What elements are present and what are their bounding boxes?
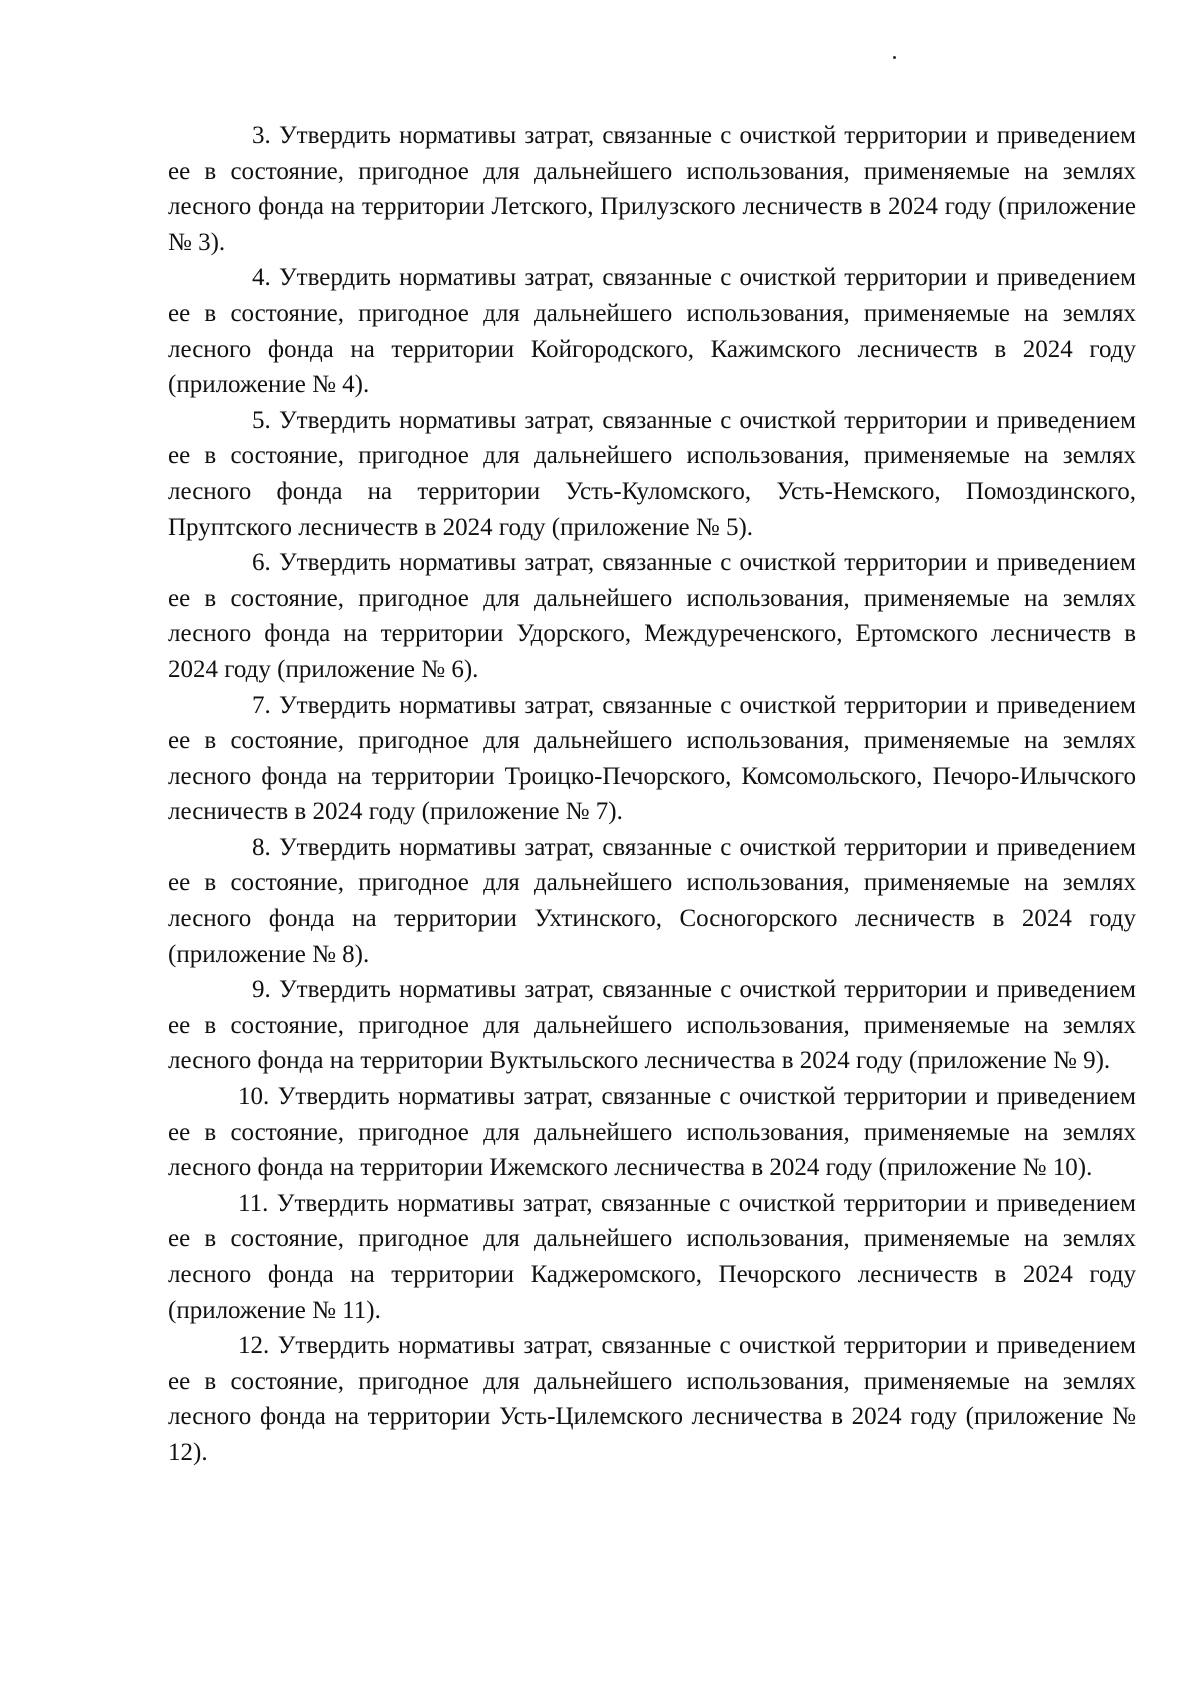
paragraph-item-3: 3. Утвердить нормативы затрат, связанные с очисткой территории и приведением ее в состояние, пригодное для дальнейшего использования, применяемые на землях лесного фонда на территории Летского, Прилузского лесничеств в 2024 году (приложение № 3). <box>168 122 1136 256</box>
paragraph-item-9: 9. Утвердить нормативы затрат, связанные с очисткой территории и приведением ее в состояние, пригодное для дальнейшего использования, применяемые на землях лесного фонда на территории Вуктыльского лесничества в 2024 году (приложение № 9). <box>168 976 1136 1075</box>
paragraph-item-6: 6. Утвердить нормативы затрат, связанные с очисткой территории и приведением ее в состояние, пригодное для дальнейшего использования, применяемые на землях лесного фонда на территории Удорского, Междуреченского, Ертомского лесничеств в 2024 году (приложение № 6). <box>168 549 1136 683</box>
paragraph-item-11: 11. Утвердить нормативы затрат, связанные с очисткой территории и приведением ее в состояние, пригодное для дальнейшего использования, применяемые на землях лесного фонда на территории Каджеромского, Печорского лесничеств в 2024 году (приложение № 11). <box>168 1189 1136 1324</box>
scan-speck <box>893 56 896 59</box>
paragraph-item-7: 7. Утвердить нормативы затрат, связанные с очисткой территории и приведением ее в состояние, пригодное для дальнейшего использования, применяемые на землях лесного фонда на территории Троицко-Печорского, Комсомольского, Печоро-Илычского лесничеств в 2024 году (приложение № 7). <box>168 691 1136 826</box>
paragraph-item-12: 12. Утвердить нормативы затрат, связанные с очисткой территории и приведением ее в состояние, пригодное для дальнейшего использования, применяемые на землях лесного фонда на территории Усть-Цилемского лесничества в 2024 году (приложение № 12). <box>168 1332 1136 1466</box>
paragraph-item-4: 4. Утвердить нормативы затрат, связанные с очисткой территории и приведением ее в состояние, пригодное для дальнейшего использования, применяемые на землях лесного фонда на территории Койгородского, Кажимского лесничеств в 2024 году (приложение № 4). <box>168 264 1136 399</box>
paragraph-item-5: 5. Утвердить нормативы затрат, связанные с очисткой территории и приведением ее в состояние, пригодное для дальнейшего использования, применяемые на землях лесного фонда на территории Усть-Куломского, Усть-Немского, Помоздинского, Пруптского лесничеств в 2024 году (приложение № 5). <box>168 406 1136 541</box>
document-body <box>168 118 1136 1471</box>
paragraph-item-8: 8. Утвердить нормативы затрат, связанные с очисткой территории и приведением ее в состояние, пригодное для дальнейшего использования, применяемые на землях лесного фонда на территории Ухтинского, Сосногорского лесничеств в 2024 году (приложение № 8). <box>168 833 1136 968</box>
paragraph-item-10: 10. Утвердить нормативы затрат, связанные с очисткой территории и приведением ее в состояние, пригодное для дальнейшего использования, применяемые на землях лесного фонда на территории Ижемского лесничества в 2024 году (приложение № 10). <box>168 1083 1136 1182</box>
